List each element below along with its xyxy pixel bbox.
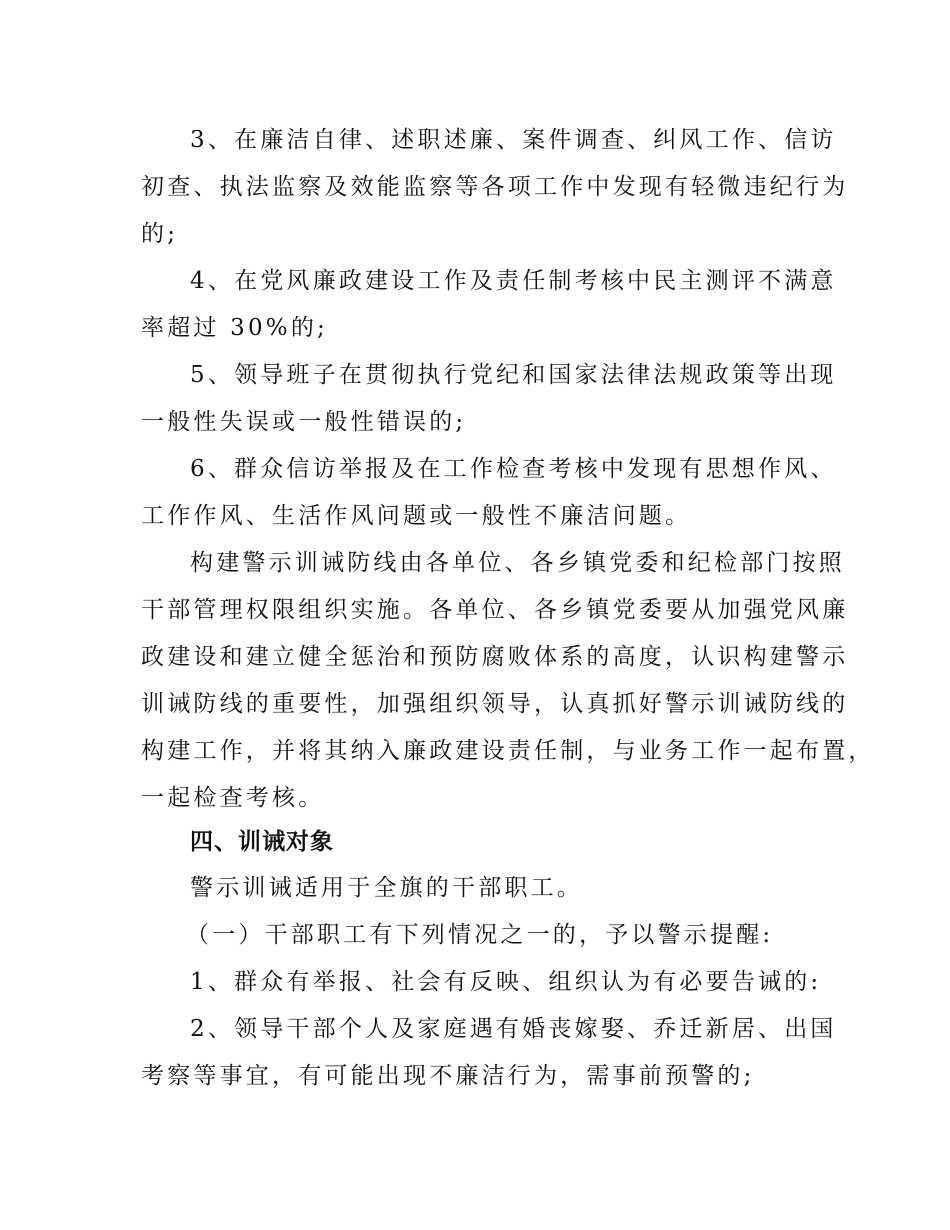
paragraph-line: 率超过 30%的; [141, 315, 328, 341]
paragraph-line: （一）干部职工有下列情况之一的，予以警示提醒: [186, 922, 774, 948]
paragraph-line: 3、在廉洁自律、述职述廉、案件调查、纠风工作、信访 [190, 127, 837, 153]
paragraph-line: 考察等事宜，有可能出现不廉洁行为，需事前预警的; [141, 1063, 755, 1089]
paragraph-line: 警示训诫适用于全旗的干部职工。 [190, 875, 583, 901]
paragraph-line: 政建设和建立健全惩治和预防腐败体系的高度，认识构建警示 [141, 644, 849, 670]
paragraph-line: 1、群众有举报、社会有反映、组织认为有必要告诫的: [190, 969, 822, 995]
paragraph-line: 干部管理权限组织实施。各单位、各乡镇党委要从加强党风廉 [141, 597, 849, 623]
paragraph-line: 初查、执法监察及效能监察等各项工作中发现有轻微违纪行为 [141, 174, 849, 200]
paragraph-line: 训诫防线的重要性，加强组织领导，认真抓好警示训诫防线的 [141, 691, 849, 717]
paragraph-line: 2、领导干部个人及家庭遇有婚丧嫁娶、乔迁新居、出国 [190, 1016, 837, 1042]
paragraph-line: 的; [141, 221, 179, 247]
paragraph-line: 5、领导班子在贯彻执行党纪和国家法律法规政策等出现 [190, 362, 837, 388]
paragraph-line: 4、在党风廉政建设工作及责任制考核中民主测评不满意 [190, 268, 837, 294]
paragraph-line: 一起检查考核。 [141, 785, 325, 811]
paragraph-line: 工作作风、生活作风问题或一般性不廉洁问题。 [141, 503, 692, 529]
section-heading: 四、训诫对象 [190, 829, 334, 855]
paragraph-line: 构建警示训诫防线由各单位、各乡镇党委和纪检部门按照 [190, 550, 845, 576]
paragraph-line: 构建工作，并将其纳入廉政建设责任制，与业务工作一起布置， [141, 738, 875, 764]
paragraph-line: 一般性失误或一般性错误的; [141, 409, 467, 435]
paragraph-line: 6、群众信访举报及在工作检查考核中发现有思想作风、 [190, 456, 837, 482]
